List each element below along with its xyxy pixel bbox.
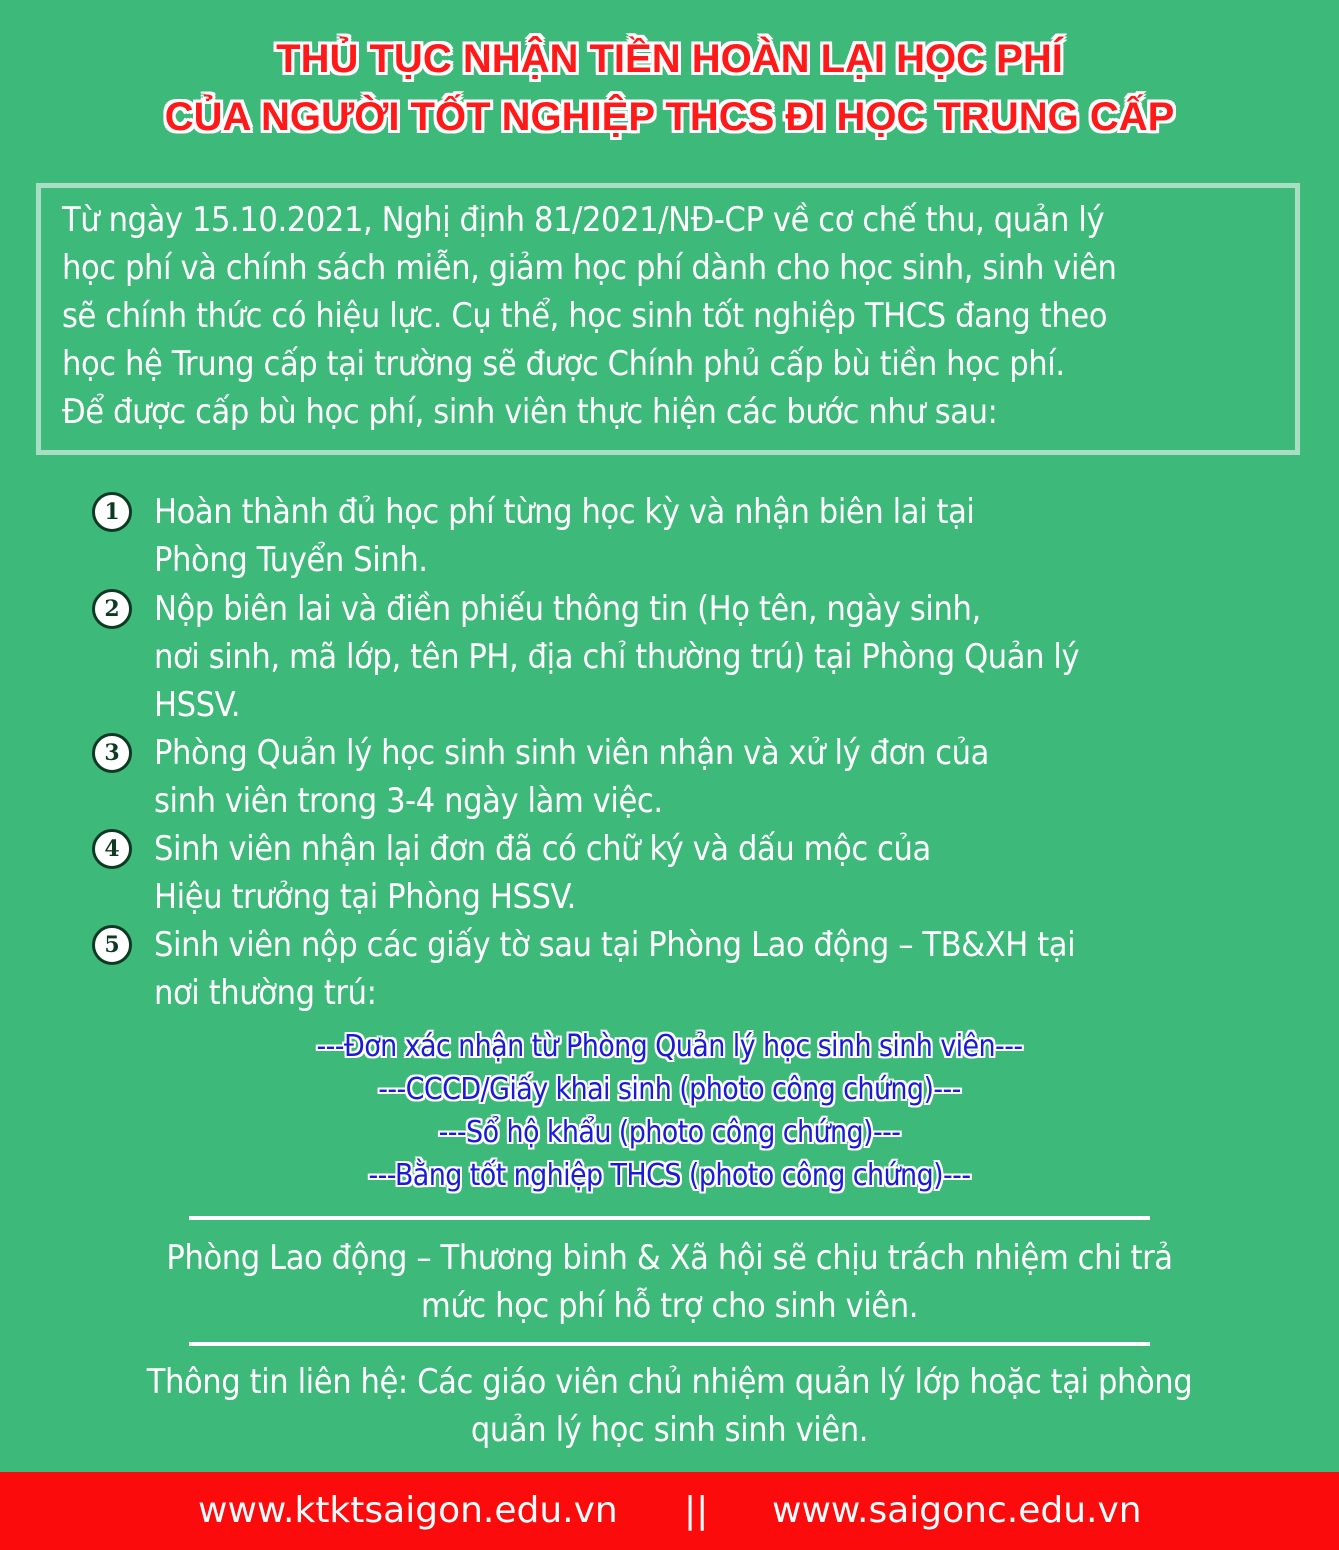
responsibility-line: mức học phí hỗ trợ cho sinh viên.: [420, 1286, 919, 1326]
step-number-icon: 5: [92, 925, 132, 965]
step-line: Hoàn thành đủ học phí từng học kỳ và nhận biên lai tại: [154, 492, 975, 532]
required-documents: [0, 1025, 1339, 1197]
title-line-2: CỦA NGƯỜI TỐT NGHIỆP THCS ĐI HỌC TRUNG CẤP: [164, 95, 1175, 139]
step-text: [154, 585, 1264, 729]
website-link-ktktsaigon[interactable]: www.ktktsaigon.edu.vn: [198, 1490, 618, 1531]
document-item: ---Sổ hộ khẩu (photo công chứng)---: [438, 1115, 901, 1150]
document-item: ---Bằng tốt nghiệp THCS (photo công chứng)---: [368, 1158, 971, 1193]
step-text: [154, 729, 1264, 825]
divider: [189, 1216, 1150, 1220]
contact-line: Thông tin liên hệ: Các giáo viên chủ nhiệm quản lý lớp hoặc tại phòng: [146, 1362, 1193, 1402]
page-title: [0, 30, 1339, 146]
website-link-saigonc[interactable]: www.saigonc.edu.vn: [772, 1490, 1142, 1531]
step-line: Sinh viên nhận lại đơn đã có chữ ký và dấu mộc của: [154, 829, 931, 869]
step-line: Phòng Tuyển Sinh.: [154, 540, 428, 580]
responsibility-line: Phòng Lao động – Thương binh & Xã hội sẽ chịu trách nhiệm chi trả: [166, 1238, 1173, 1278]
footer-separator: ||: [684, 1490, 709, 1531]
responsibility-note: [40, 1234, 1299, 1330]
step-number-icon: 4: [92, 829, 132, 869]
step-number-icon: 2: [92, 589, 132, 629]
intro-line: học phí và chính sách miễn, giảm học phí dành cho học sinh, sinh viên: [62, 248, 1117, 288]
step-line: Phòng Quản lý học sinh sinh viên nhận và xử lý đơn của: [154, 733, 989, 773]
divider: [189, 1342, 1150, 1346]
intro-line: học hệ Trung cấp tại trường sẽ được Chính phủ cấp bù tiền học phí.: [62, 344, 1065, 384]
step-number-icon: 3: [92, 733, 132, 773]
step-line: Nộp biên lai và điền phiếu thông tin (Họ tên, ngày sinh,: [154, 589, 981, 629]
contact-line: quản lý học sinh sinh viên.: [470, 1410, 869, 1450]
step-line: nơi thường trú:: [154, 973, 377, 1013]
title-line-1: THỦ TỤC NHẬN TIỀN HOÀN LẠI HỌC PHÍ: [276, 37, 1063, 81]
step-text: [154, 921, 1264, 1017]
step-line: HSSV.: [154, 685, 241, 725]
step-text: [154, 488, 1264, 584]
step-line: Sinh viên nộp các giấy tờ sau tại Phòng Lao động – TB&XH tại: [154, 925, 1076, 965]
step-number-icon: 1: [92, 492, 132, 532]
step-line: Hiệu trưởng tại Phòng HSSV.: [154, 877, 576, 917]
footer-bar: [0, 1472, 1339, 1550]
intro-line: sẽ chính thức có hiệu lực. Cụ thể, học sinh tốt nghiệp THCS đang theo: [62, 296, 1108, 336]
document-item: ---Đơn xác nhận từ Phòng Quản lý học sinh sinh viên---: [316, 1029, 1023, 1064]
intro-line: Từ ngày 15.10.2021, Nghị định 81/2021/NĐ-CP về cơ chế thu, quản lý: [62, 200, 1105, 240]
contact-info: [40, 1358, 1299, 1454]
intro-line: Để được cấp bù học phí, sinh viên thực hiện các bước như sau:: [62, 392, 998, 432]
document-item: ---CCCD/Giấy khai sinh (photo công chứng)---: [378, 1072, 961, 1107]
step-text: [154, 825, 1264, 921]
step-line: sinh viên trong 3-4 ngày làm việc.: [154, 781, 663, 821]
step-line: nơi sinh, mã lớp, tên PH, địa chỉ thường trú) tại Phòng Quản lý: [154, 637, 1080, 677]
intro-text: [62, 196, 1287, 436]
